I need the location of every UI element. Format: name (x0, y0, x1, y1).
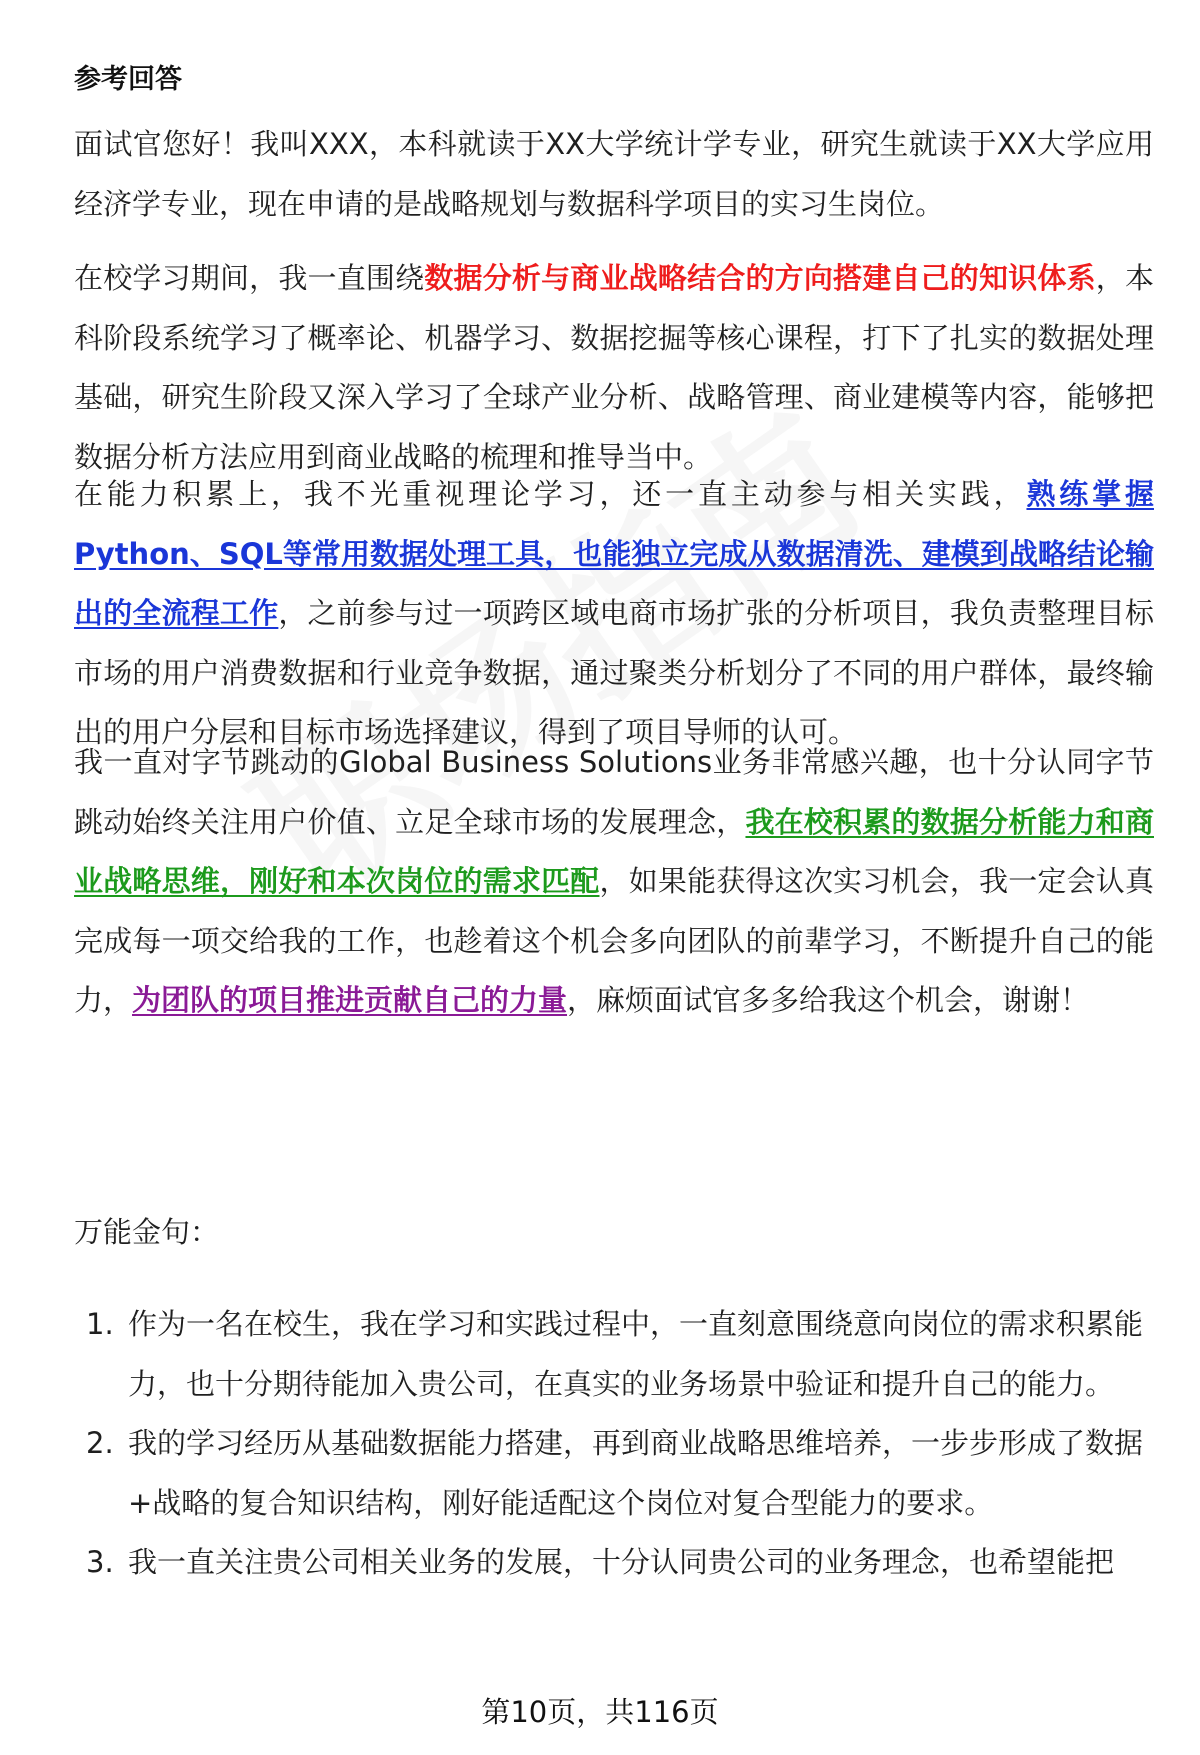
study-highlight: 数据分析与商业战略结合的方向搭建自己的知识体系 (424, 261, 1096, 295)
interest-text-pre: 我一直对字节跳动的Global Business Solutions业务非常感兴趣，也十分认同字节跳动始终关注用户价值、立足全球市场的发展理念， (74, 745, 1154, 839)
interest-highlight-contribute: 为团队的项目推进贡献自己的力量 (132, 983, 568, 1017)
list-item-text: 作为一名在校生，我在学习和实践过程中，一直刻意围绕意向岗位的需求积累能力，也十分期待能加入贵公司，在真实的业务场景中验证和提升自己的能力。 (128, 1307, 1144, 1401)
ability-text-post: ，之前参与过一项跨区域电商市场扩张的分析项目，我负责整理目标市场的用户消费数据和行业竞争数据，通过聚类分析划分了不同的用户群体，最终输出的用户分层和目标市场选择建议，得到了项目导师的认可。 (74, 596, 1154, 749)
list-item-number: 2. (86, 1426, 114, 1460)
golden-sentences-list (74, 1295, 1154, 1593)
ability-highlight: 熟练掌握Python、SQL等常用数据处理工具，也能独立完成从数据清洗、建模到战略结论输出的全流程工作 (74, 477, 1154, 630)
study-text-post: ，本科阶段系统学习了概率论、机器学习、数据挖掘等核心课程，打下了扎实的数据处理基础，研究生阶段又深入学习了全球产业分析、战略管理、商业建模等内容，能够把数据分析方法应用到商业战略的梳理和推导当中。 (74, 261, 1154, 474)
page-number-footer: 第10页，共116页 (481, 1695, 719, 1729)
section-heading: 参考回答 (74, 64, 182, 95)
interest-text-post: ，麻烦面试官多多给我这个机会，谢谢！ (567, 983, 1090, 1017)
study-text-pre: 在校学习期间，我一直围绕 (74, 261, 425, 295)
intro-paragraph: 面试官您好！我叫XXX，本科就读于XX大学统计学专业，研究生就读于XX大学应用经济学专业，现在申请的是战略规划与数据科学项目的实习生岗位。 (74, 127, 1154, 221)
list-item-number: 1. (86, 1307, 114, 1341)
interest-paragraph (74, 733, 1154, 1031)
list-item-text: 我的学习经历从基础数据能力搭建，再到商业战略思维培养，一步步形成了数据+战略的复合知识结构，刚好能适配这个岗位对复合型能力的要求。 (128, 1426, 1144, 1520)
list-item (74, 1414, 1154, 1533)
golden-sentences-label: 万能金句： (74, 1215, 220, 1249)
list-item-number: 3. (86, 1545, 114, 1579)
list-item (74, 1533, 1154, 1593)
list-item (74, 1295, 1154, 1414)
ability-paragraph (74, 465, 1154, 763)
list-item-text: 我一直关注贵公司相关业务的发展，十分认同贵公司的业务理念，也希望能把 (128, 1545, 1115, 1579)
interest-text-mid: ，如果能获得这次实习机会，我一定会认真完成每一项交给我的工作，也趁着这个机会多向团队的前辈学习，不断提升自己的能力， (74, 864, 1154, 1017)
interest-highlight-match: 我在校积累的数据分析能力和商业战略思维，刚好和本次岗位的需求匹配 (74, 804, 1154, 898)
study-paragraph (74, 249, 1154, 487)
ability-text-pre: 在能力积累上，我不光重视理论学习，还一直主动参与相关实践， (74, 477, 1027, 511)
